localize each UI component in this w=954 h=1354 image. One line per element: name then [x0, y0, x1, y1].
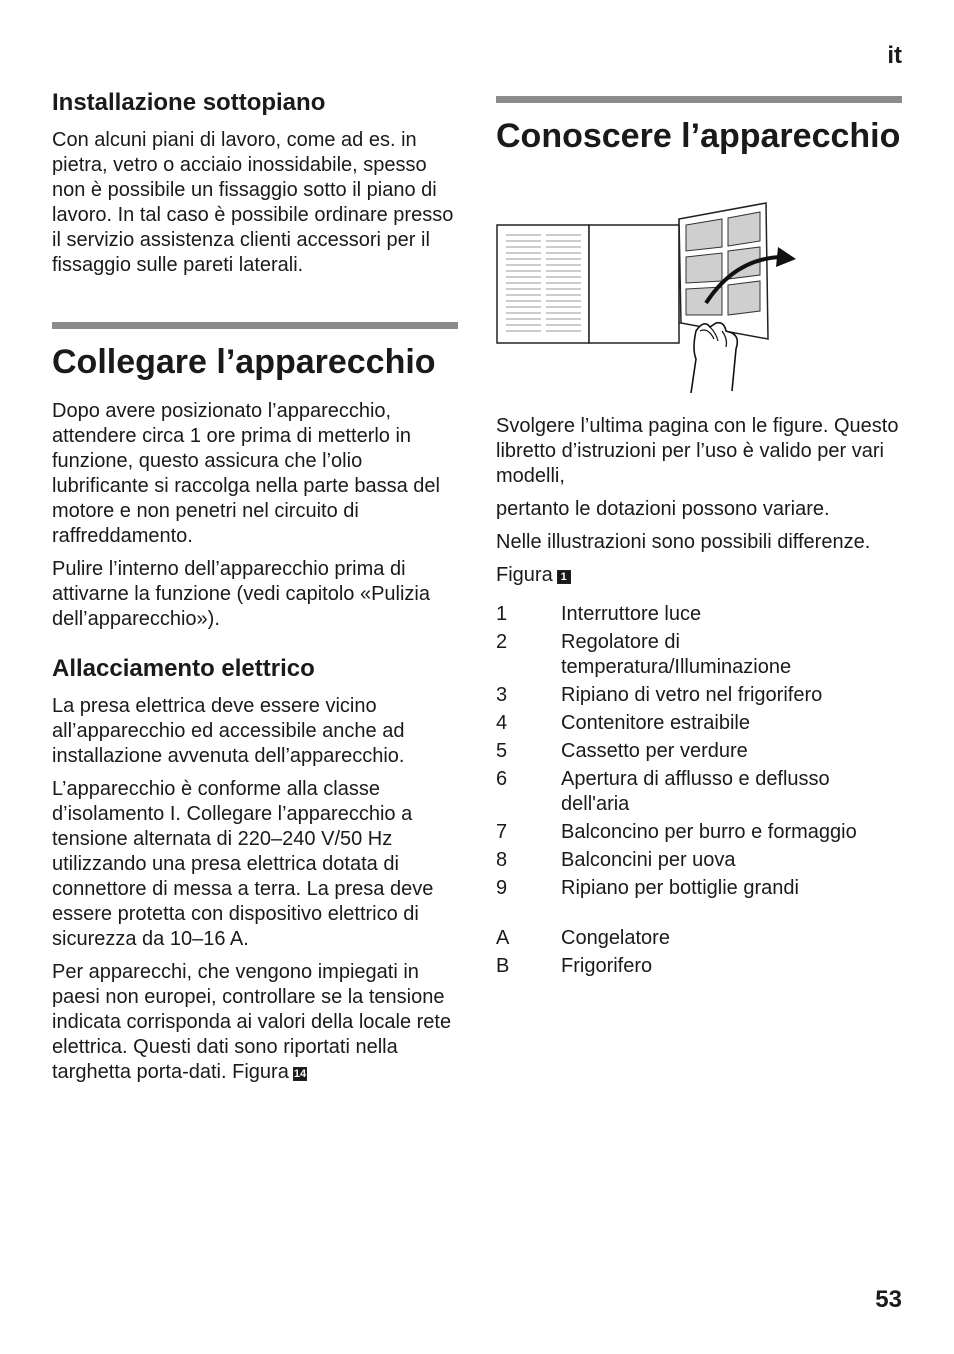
left-column: [52, 88, 458, 1093]
legend-list: [496, 602, 902, 901]
legend-value: Apertura di afflusso e deflusso dell'aria: [561, 768, 830, 815]
figure-number-box: 1: [557, 570, 571, 584]
paragraph: Svolgere l’ultima pagina con le figure. Questo libretto d’istruzioni per l’uso è valido per vari modelli,: [496, 415, 899, 487]
legend-value: Frigorifero: [561, 955, 653, 977]
list-item: [496, 876, 902, 901]
legend-key: 5: [496, 740, 508, 762]
paragraph: Nelle illustrazioni sono possibili differenze.: [496, 531, 871, 553]
legend-value: Congelatore: [561, 927, 670, 949]
paragraph: Pulire l’interno dell’apparecchio prima di attivarne la funzione (vedi capitolo «Pulizia dell’apparecchio»).: [52, 558, 430, 630]
paragraph: [52, 960, 458, 1085]
legend-value: Balconcini per uova: [561, 849, 736, 871]
legend-value: Ripiano di vetro nel frigorifero: [561, 684, 823, 706]
legend-value: Interruttore luce: [561, 603, 702, 625]
legend-key: 6: [496, 768, 508, 790]
legend-list-sections: [496, 926, 902, 979]
language-code: it: [887, 42, 902, 69]
section-heading-conoscere: Conoscere l’apparecchio: [496, 117, 901, 155]
section-title-installazione: Installazione sottopiano: [52, 89, 326, 116]
figure-reference: [496, 563, 902, 588]
legend-key: 1: [496, 603, 508, 625]
legend-key: 9: [496, 877, 508, 899]
list-item: [496, 954, 902, 979]
page-number: 53: [875, 1286, 902, 1313]
section-title-allacciamento: Allacciamento elettrico: [52, 655, 315, 682]
paragraph: La presa elettrica deve essere vicino all’apparecchio ed accessibile anche ad installazione avvenuta dell’apparecchio.: [52, 695, 405, 767]
figure-number-box: 14: [293, 1068, 307, 1080]
paragraph: pertanto le dotazioni possono variare.: [496, 498, 830, 520]
spacer: [496, 904, 902, 926]
list-item: [496, 602, 902, 627]
list-item: [496, 767, 902, 817]
legend-value: Ripiano per bottiglie grandi: [561, 877, 799, 899]
legend-key: 8: [496, 849, 508, 871]
list-item: [496, 739, 902, 764]
figure-reference-label: Figura: [496, 564, 553, 586]
unfold-booklet-illustration: [496, 199, 796, 395]
paragraph-text: Per apparecchi, che vengono impiegati in paesi non europei, controllare se la tensione indicata corrisponda ai valori della locale rete elettrica. Questi dati sono riportati nella targhetta porta-dati.: [52, 961, 452, 1083]
legend-value: Contenitore estraibile: [561, 712, 750, 734]
paragraph: Con alcuni piani di lavoro, come ad es. in pietra, vetro o acciaio inossidabile, spesso non è possibile un fissaggio sotto il piano di lavoro. In tal caso è possibile ordinare presso il servizio assistenza clienti accessori per il fissaggio sulle pareti laterali.: [52, 129, 454, 276]
section-heading-collegare: Collegare l’apparecchio: [52, 343, 436, 381]
legend-key: B: [496, 955, 510, 977]
legend-value: Regolatore di temperatura/Illuminazione: [561, 631, 792, 678]
right-column: [496, 96, 902, 982]
figure-reference-label: Figura: [232, 1061, 289, 1083]
list-item: [496, 820, 902, 845]
list-item: [496, 630, 902, 680]
legend-value: Balconcino per burro e formaggio: [561, 821, 857, 843]
paragraph: Dopo avere posizionato l’apparecchio, attendere circa 1 ore prima di metterlo in funzione, questo assicura che l’olio lubrificante si raccolga nella parte bassa del motore e non penetri nel circuito di raffreddamento.: [52, 400, 440, 547]
legend-key: 3: [496, 684, 508, 706]
legend-key: 2: [496, 631, 508, 653]
section-rule: [52, 322, 458, 329]
paragraph: L’apparecchio è conforme alla classe d’isolamento I. Collegare l’apparecchio a tensione alternata di 220–240 V/50 Hz utilizzando una presa elettrica dotata di connettore di messa a terra. La presa deve essere protetta con dispositivo elettrico di sicurezza da 10–16 A.: [52, 778, 434, 950]
list-item: [496, 926, 902, 951]
legend-key: 7: [496, 821, 508, 843]
legend-key: A: [496, 927, 510, 949]
list-item: [496, 711, 902, 736]
legend-value: Cassetto per verdure: [561, 740, 748, 762]
list-item: [496, 683, 902, 708]
legend-key: 4: [496, 712, 508, 734]
section-rule: [496, 96, 902, 103]
list-item: [496, 848, 902, 873]
